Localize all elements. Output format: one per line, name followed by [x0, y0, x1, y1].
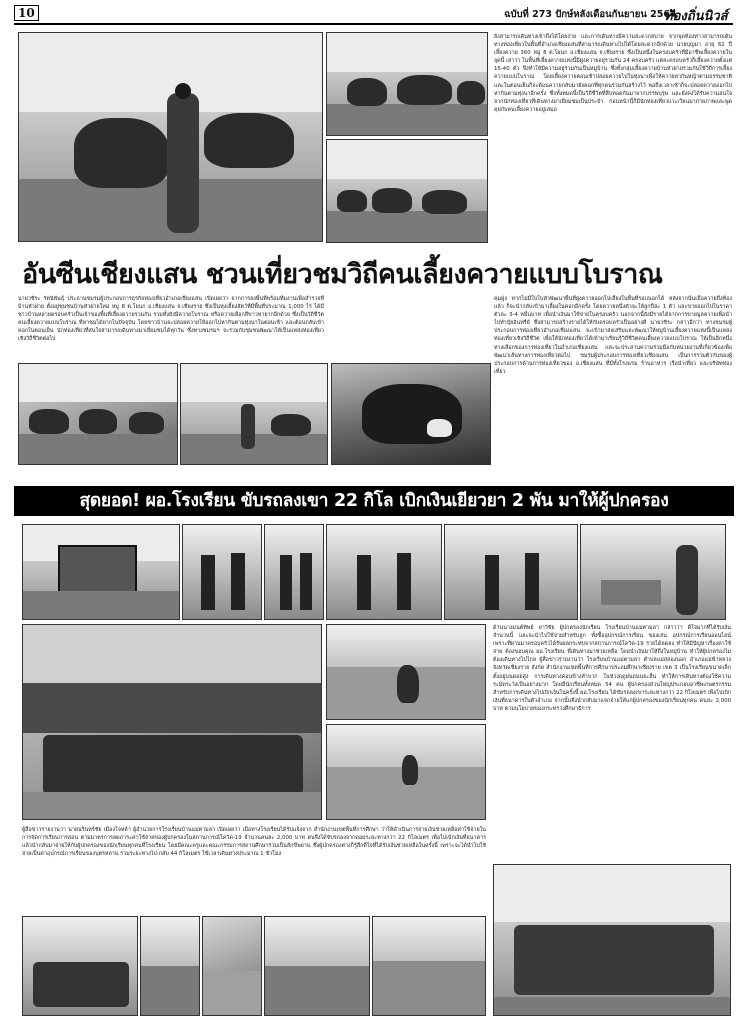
article1-top-right-text: ยังสามารถเดินทางเข้าถึงได้โดยง่าย และการเดินทางมีความสะดวกสบาย จากจุดท้องท่าวสามารถเดินทางท่องเที่ยวในพื้นที่อำเภอเชียงแสนที่สามารถเดินทางไปได้โดยสะดวกอีกด้วย นายบุญมา อายุ 62 ปี เลี้ยงควาย 360 หมู่ 8 ต.โยนก อ.เชียงแสน จ.เชียงราย ซึ่งเป็นหนึ่งในครอบครัวที่มีอาชีพเลี้ยงควายในจุดนี้ เล่าว่า ในพื้นที่เลี้ยงควายแห่งนี้มีฝูงควายอยู่รวมกัน 24 ครอบครัว แต่ละครอบครัวก็เลี้ยงควายตั้งแต่ 15-40 ตัว จึงทำให้มีความอยู่ร่วมกันเป็นหมู่บ้าน ซึ่งทั้งกลุ่มเลี้ยงควายบ้านหัวฝายรวมกันใช้วิถีการเลี้ยงควายแบบโบราณ โดยเลี้ยงควายตอนเช้าปล่อยควายไปในทุ่งนาเพื่อให้ควายหากินหญ้าตามธรรมชาติ และในตอนเย็นก็จะต้อนควายกลับมายังคอกที่ทุกคนร่วมกันสร้างไว้ พอถึงเวลาเช้าก็จะปล่อยควายออกไปหากินตามทุ่งนาอีกครั้ง ซึ่งทั้งหมดนี้เป็นวิถีชีวิตที่สืบทอดกันมาจากบรรพบุรุษ และยังคงได้รับความสนใจจากนักท่องเที่ยวที่เดินทางมาเยี่ยมชมเป็นประจำ ก่อนหน้านี้ก็มีนักท่องเที่ยวแวะเวียนมาถ่ายภาพและพูดคุยกับคนเลี้ยงควายอยู่เสมอ: [494, 34, 732, 113]
photo-motorcycle-road: [326, 624, 486, 720]
photo-parents-with-money: [493, 864, 731, 1016]
photo-handover-2: [264, 524, 324, 620]
photo-man-with-buffalo: [18, 32, 323, 242]
photo-handover-4: [444, 524, 578, 620]
photo-farmer-field: [180, 363, 328, 465]
photo-bottom-forest: [202, 916, 262, 1016]
photo-buffalo-herd-1: [326, 32, 488, 136]
article1-body-right: คุมฝูง หากไม่มีใบใบหัวพัฒนาพื้นที่ฝูงควายออกไปเลี้ยงในพื้นที่รอบนอกได้ หลังจากนั้นเมื่อควายถึงท้องแล้ว ก็จะนำกลับเข้ามาเลี้ยงในคอกอีกครั้ง โดยควายหนึ่งตัวจะให้ลูกปีละ 1 ตัว และขายออกไปในราคาตัวละ 3-4 หมื่นบาท เพื่อนำเงินมาใช้จ่ายในครอบครัว นอกจากนี้ยังมีรายได้จากการขายมูลควายเพื่อนำไปทำปุ๋ยอินทรีย์ ซึ่งสามารถสร้างรายได้ให้กับครอบครัวเป็นอย่างดี นายวชิระ กล่าวอีกว่า ทางชมรมผู้ประกอบการท่องเที่ยวอำเภอเชียงแสน จะเข้ามาส่งเสริมและพัฒนาให้หมู่บ้านเลี้ยงควายแห่งนี้เป็นแหล่งท่องเที่ยวเชิงวิถีชีวิต เพื่อให้นักท่องเที่ยวได้เข้ามาเรียนรู้วิถีชีวิตคนเลี้ยงควายแบบโบราณ ให้เป็นอีกหนึ่งทางเลือกของการท่องเที่ยวในอำเภอเชียงแสน และจะประสานความร่วมมือกับหน่วยงานที่เกี่ยวข้องเพื่อพัฒนาเส้นทางการท่องเที่ยวต่อไป ชมรมผู้ประกอบการท่องเที่ยวเชียงแสน เป็นการรวมตัวกันของผู้ประกอบการด้านการท่องเที่ยวของ อ.เชียงแสน ที่มีทั้งโรงแรม ร้านอาหาร เรือนำเที่ยว และบริษัทท่องเที่ยว: [494, 296, 732, 375]
photo-handover-3: [326, 524, 442, 620]
article2-body-right: ด้านนางมนต์ทิพย์ ยาวิชัย ผู้ปกครองนักเรียน โรงเรียนบ้านแม่ตามลา กล่าวว่า ดีใจมากที่ได้รับเงินจำนวนนี้ และจะนำไปใช้จ่ายสำหรับลูก ทั้งซื้ออุปกรณ์การเรียน ของเล่น อุปกรณ์การเรียนออนไลน์ เพราะที่ผ่านมาครอบครัวได้รับผลกระทบจากสถานการณ์โควิด-19 รายได้ลดลง ทำให้มีปัญหาเรื่องค่าใช้จ่าย ต้องขอบคุณ ผอ.โรงเรียน ที่เดินทางมาช่วยเหลือ โดยนำเงินมาให้ถึงในหมู่บ้าน ทำให้ผู้ปกครองไม่ต้องเดินทางไปไกล ผู้สื่อข่าวรายงานว่า โรงเรียนบ้านแม่ตามลา ตำบลแม่สลองนอก อำเภอแม่ฟ้าหลวง จังหวัดเชียงราย สังกัด สำนักงานเขตพื้นที่การศึกษาประถมศึกษาเชียงราย เขต 3 เป็นโรงเรียนขนาดเล็ก ตั้งอยู่บนดอยสูง การเดินทางค่อนข้างลำบาก ในช่วงฤดูฝนถนนจะลื่น ทำให้การเดินทางต้องใช้ความระมัดระวังเป็นอย่างมาก โดยมีนักเรียนทั้งหมด 54 คน ผู้ปกครองส่วนใหญ่ประกอบอาชีพเกษตรกรรม สำหรับการเดินทางไปเบิกเงินในครั้งนี้ ผอ.โรงเรียน ได้ขับรถลงเขาระยะทางกว่า 22 กิโลเมตร เพื่อไปเบิกเงินที่ธนาคารในตัวอำเภอ จากนั้นจึงนำกลับมาแจกจ่ายให้แก่ผู้ปกครองของนักเรียนทุกคน คนละ 2,000 บาท ตามนโยบายของกระทรวงศึกษาธิการ: [493, 625, 731, 712]
photo-muddy-road: [326, 724, 486, 820]
article2-headline: สุดยอด! ผอ.โรงเรียน ขับรถลงเขา 22 กิโล เบิกเงินเยียวยา 2 พัน มาให้ผู้ปกครอง: [14, 486, 734, 516]
photo-bottom-road-3: [372, 916, 486, 1016]
photo-buffalo-closeup: [331, 363, 491, 465]
photo-school-sign: [22, 524, 180, 620]
photo-buffalo-pen: [18, 363, 178, 465]
photo-handover-1: [182, 524, 262, 620]
photo-bottom-road-1: [140, 916, 200, 1016]
article2-body-bottom: ผู้สื่อข่าวรายงานว่า นายนรินทร์ชัย เมืองใจหล้า ผู้อำนวยการโรงเรียนบ้านแม่ตามลา เปิดเผยว่า เมื่อทางโรงเรียนได้รับแจ้งจาก สำนักงานเขตพื้นที่การศึกษา ว่าให้ดำเนินการจ่ายเงินช่วยเหลือค่าใช้จ่ายในการจัดการเรียนการสอน ตามมาตรการลดภาระค่าใช้จ่ายของผู้ปกครองในสถานการณ์โควิด-19 จำนวนคนละ 2,000 บาท ตนจึงได้ขับรถลงจากดอยระยะทางกว่า 22 กิโลเมตร เพื่อไปเบิกเงินที่ธนาคาร แล้วนำกลับมาจ่ายให้กับผู้ปกครองของนักเรียนทุกคนที่โรงเรียน โดยมีคณะครูและคณะกรรมการสถานศึกษาร่วมเป็นสักขีพยาน ซึ่งผู้ปกครองต่างก็รู้สึกดีใจที่ได้รับเงินช่วยเหลือในครั้งนี้ เพราะจะได้นำไปใช้จ่ายเป็นค่าอุปกรณ์การเรียนของบุตรหลาน รวมระยะทางไป-กลับ 44 กิโลเมตร ใช้เวลาเดินทางประมาณ 1 ชั่วโมง: [22, 827, 486, 858]
page-number: 10: [14, 5, 39, 21]
photo-parent-signing: [580, 524, 726, 620]
newspaper-logo: ท้องถิ่นนิวส์: [664, 9, 728, 24]
page-header: [14, 5, 733, 25]
photo-bottom-road-2: [264, 916, 370, 1016]
article1-body-left: นายวชิระ รัตนิพันธุ์ ประธานชมรมผู้ประกอบการธุรกิจท่องเที่ยวอำเภอเชียงแสน เปิดเผยว่า จากการลงพื้นที่พร้อมทีมงานเพื่อสำรวจที่บ้านหัวฝาย ตั้งอยู่ชุมชนบ้านหัวฝายใหม่ หมู่ 8 ต.โยนก อ.เชียงแสน จ.เชียงราย ซึ่งเป็นทุ่งเลี้ยงสัตว์ที่มีพื้นที่ประมาณ 1,000 ไร่ ได้มีชาวบ้านหลายครอบครัวเป็นเจ้าของพื้นที่เลี้ยงควายรวมกัน รวมทั้งยังมีควายโบราณ หรือควายเผือกสีขาวหายากอีกด้วย ซึ่งเป็นวิถีชีวิตคนเลี้ยงควายแบบโบราณ ที่หาชมได้ยากในปัจจุบัน โดยชาวบ้านจะปล่อยควายให้ออกไปหากินตามทุ่งนาในตอนเช้า และต้อนกลับเข้าคอกในตอนเย็น นักท่องเที่ยวที่สนใจสามารถเดินทางมาเยี่ยมชมได้ทุกวัน ซึ่งทางชมรมฯ จะร่วมกับชุมชนพัฒนาให้เป็นแหล่งท่องเที่ยวเชิงวิถีชีวิตต่อไป: [18, 296, 324, 343]
photo-students-group: [22, 624, 322, 820]
issue-info: ฉบับที่ 273 ปักษ์หลังเดือนกันยายน 2564: [504, 9, 677, 20]
article1-headline: อันซีนเชียงแสน ชวนเที่ยวชมวิถีคนเลี้ยงควายแบบโบราณ: [22, 259, 663, 290]
photo-buffalo-herd-2: [326, 139, 488, 243]
photo-bottom-students: [22, 916, 138, 1016]
